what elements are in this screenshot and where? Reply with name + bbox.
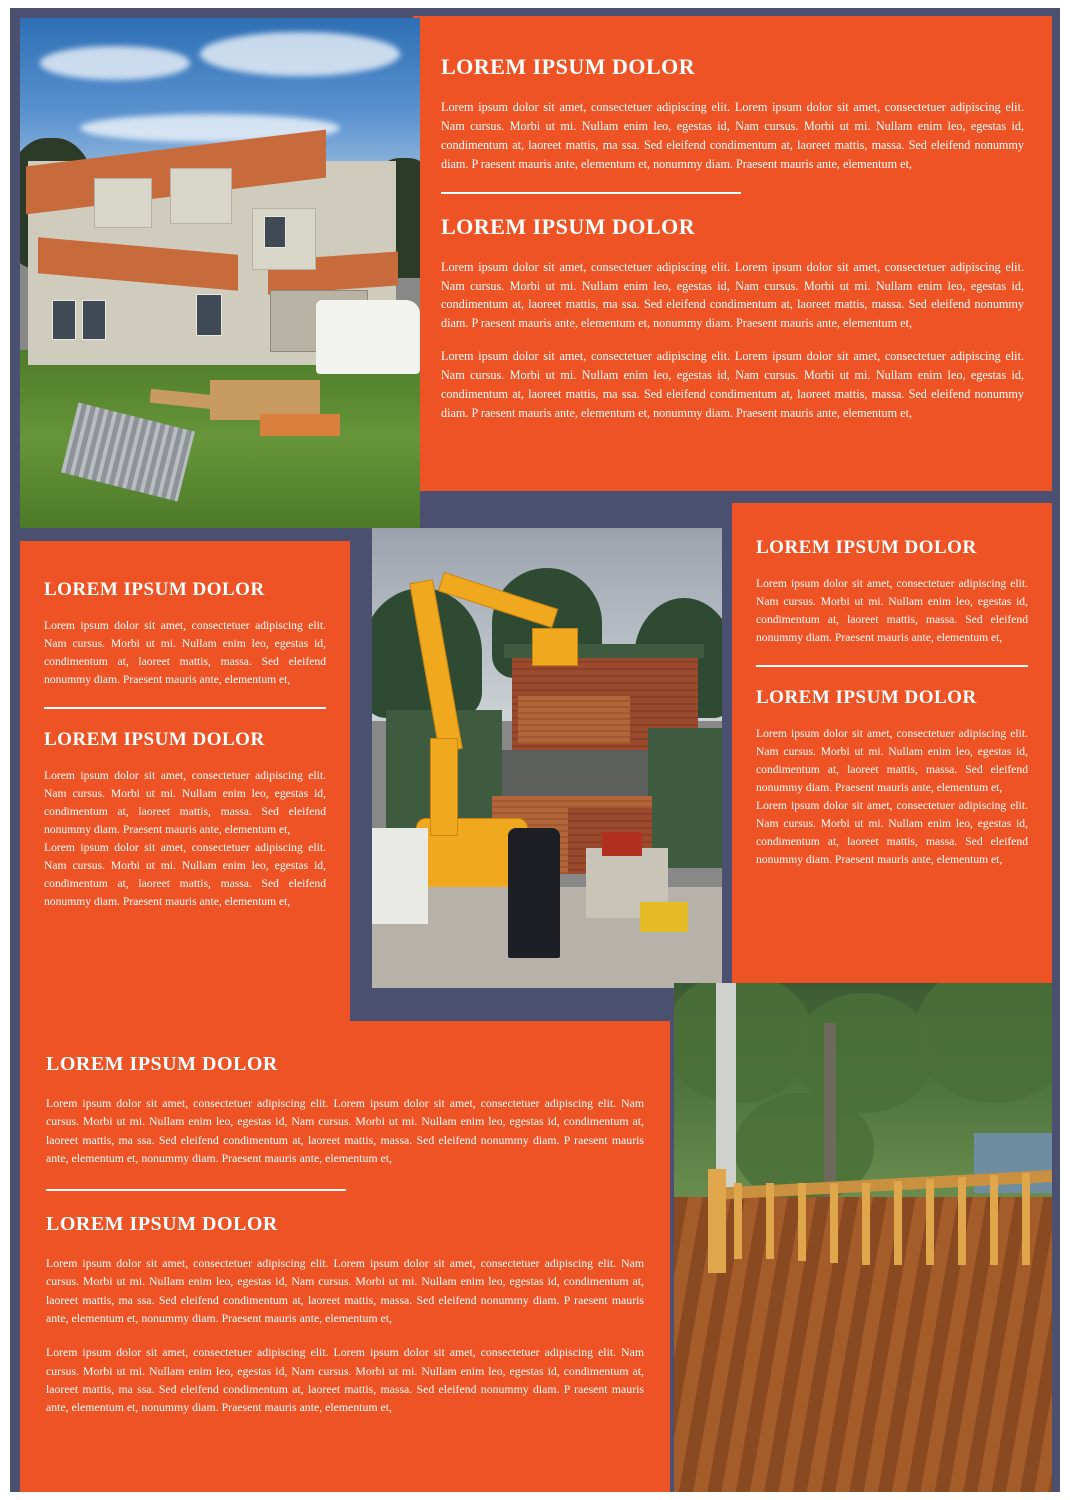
photo2-white-truck — [372, 828, 428, 924]
bottom-left-block1-paragraph-1: Lorem ipsum dolor sit amet, consectetuer adipiscing elit. Lorem ipsum dolor sit amet, consectetuer adipiscing elit. Nam cursus. Morbi ut mi. Nullam enim leo, egestas id, Nam cursus. Morbi ut mi. Nullam enim leo, egestas id, condimentum at, laoreet mattis, ma ssa. Sed eleifend condimentum at, laoreet mattis, massa. Sed eleifend nonummy diam. P raesent mauris ante, elementum et, nonummy diam. Praesent mauris ante, elementum et, — [46, 1096, 644, 1165]
photo1-dormer-1 — [94, 178, 152, 228]
photo3-baluster-2 — [766, 1183, 774, 1259]
middle-left-block1-paragraph-1: Lorem ipsum dolor sit amet, consectetuer adipiscing elit. Nam cursus. Morbi ut mi. Nullam enim leo, egestas id, condimentum at, laoreet mattis, massa. Sed eleifend nonummy diam. Praesent mauris ante, elementum et, — [44, 619, 326, 686]
photo1-work-van — [316, 300, 420, 374]
photo3-baluster-10 — [1022, 1173, 1030, 1265]
photo1-cloud-1 — [40, 46, 190, 80]
photo3-baluster-6 — [894, 1181, 902, 1265]
photo3-corner-post — [708, 1169, 726, 1273]
photo3-baluster-3 — [798, 1183, 806, 1261]
middle-right-block2-heading: LOREM IPSUM DOLOR — [756, 686, 977, 708]
photo1-window-1 — [52, 300, 76, 340]
bottom-left-block2-paragraph-1: Lorem ipsum dolor sit amet, consectetuer adipiscing elit. Lorem ipsum dolor sit amet, consectetuer adipiscing elit. Nam cursus. Morbi ut mi. Nullam enim leo, egestas id, Nam cursus. Morbi ut mi. Nullam enim leo, egestas id, condimentum at, laoreet mattis, ma ssa. Sed eleifend condimentum at, laoreet mattis, massa. Sed eleifend nonummy diam. P raesent mauris ante, elementum et, nonummy diam. Praesent mauris ante, elementum et, — [46, 1256, 644, 1325]
photo2-worker — [508, 828, 560, 958]
divider-top-right — [441, 192, 741, 194]
photo3-baluster-1 — [734, 1183, 742, 1259]
photo1-window-2 — [82, 300, 106, 340]
photo3-baluster-9 — [990, 1175, 998, 1265]
top-right-block2-heading: LOREM IPSUM DOLOR — [441, 213, 696, 239]
photo2-wood-siding — [518, 696, 630, 744]
photo-boom-lift-roof-work — [372, 528, 722, 988]
middle-left-block2-paragraph-2: Lorem ipsum dolor sit amet, consectetuer adipiscing elit. Nam cursus. Morbi ut mi. Nullam enim leo, egestas id, condimentum at, laoreet mattis, massa. Sed eleifend nonummy diam. Praesent mauris ante, elementum et, — [44, 840, 326, 908]
middle-right-block1-paragraph-1: Lorem ipsum dolor sit amet, consectetuer adipiscing elit. Nam cursus. Morbi ut mi. Nullam enim leo, egestas id, condimentum at, laoreet mattis, massa. Sed eleifend nonummy diam. Praesent mauris ante, elementum et, — [756, 577, 1028, 644]
bottom-left-block2-heading: LOREM IPSUM DOLOR — [46, 1213, 278, 1236]
photo3-baluster-8 — [958, 1177, 966, 1265]
photo3-baluster-5 — [862, 1183, 870, 1265]
photo2-yellow-tool — [640, 902, 688, 932]
divider-middle-right — [756, 665, 1028, 667]
photo1-window-3 — [196, 294, 222, 336]
middle-right-block1-heading: LOREM IPSUM DOLOR — [756, 537, 977, 558]
divider-middle-left — [44, 707, 326, 709]
middle-right-block2-paragraph-1: Lorem ipsum dolor sit amet, consectetuer adipiscing elit. Nam cursus. Morbi ut mi. Nullam enim leo, egestas id, condimentum at, laoreet mattis, massa. Sed eleifend nonummy diam. Praesent mauris ante, elementum et, — [756, 726, 1028, 794]
middle-left-block2-paragraph-1: Lorem ipsum dolor sit amet, consectetuer adipiscing elit. Nam cursus. Morbi ut mi. Nullam enim leo, egestas id, condimentum at, laoreet mattis, massa. Sed eleifend nonummy diam. Praesent mauris ante, elementum et, — [44, 768, 326, 836]
photo2-green-wall-right — [648, 728, 722, 868]
top-right-block2-paragraph-1: Lorem ipsum dolor sit amet, consectetuer adipiscing elit. Lorem ipsum dolor sit amet, consectetuer adipiscing elit. Nam cursus. Morbi ut mi. Nullam enim leo, egestas id, Nam cursus. Morbi ut mi. Nullam enim leo, egestas id, condimentum at, laoreet mattis, ma ssa. Sed eleifend condimentum at, laoreet mattis, massa. Sed eleifend nonummy diam. P raesent mauris ante, elementum et, nonummy diam. Praesent mauris ante, elementum et, — [441, 259, 1024, 331]
photo2-boom-mast — [430, 738, 458, 836]
middle-right-block2-paragraph-2: Lorem ipsum dolor sit amet, consectetuer adipiscing elit. Nam cursus. Morbi ut mi. Nullam enim leo, egestas id, condimentum at, laoreet mattis, massa. Sed eleifend nonummy diam. Praesent mauris ante, elementum et, — [756, 798, 1028, 866]
bottom-left-block2-paragraph-2: Lorem ipsum dolor sit amet, consectetuer adipiscing elit. Lorem ipsum dolor sit amet, consectetuer adipiscing elit. Nam cursus. Morbi ut mi. Nullam enim leo, egestas id, Nam cursus. Morbi ut mi. Nullam enim leo, egestas id, condimentum at, laoreet mattis, ma ssa. Sed eleifend condimentum at, laoreet mattis, massa. Sed eleifend nonummy diam. P raesent mauris ante, elementum et, nonummy diam. Praesent mauris ante, elementum et, — [46, 1345, 644, 1415]
poster-canvas — [10, 8, 1060, 1492]
photo2-boom-bucket — [532, 628, 578, 666]
divider-bottom-left — [46, 1189, 346, 1191]
bottom-left-block1-heading: LOREM IPSUM DOLOR — [46, 1053, 278, 1075]
photo-finished-wood-deck — [674, 983, 1052, 1492]
photo3-baluster-7 — [926, 1179, 934, 1265]
middle-left-text-panel — [20, 541, 350, 1021]
middle-right-text-panel — [732, 503, 1052, 983]
top-right-text-panel — [413, 16, 1052, 491]
photo1-cloud-2 — [200, 32, 400, 76]
photo3-baluster-4 — [830, 1183, 838, 1263]
top-right-block2-paragraph-2: Lorem ipsum dolor sit amet, consectetuer adipiscing elit. Lorem ipsum dolor sit amet, consectetuer adipiscing elit. Nam cursus. Morbi ut mi. Nullam enim leo, egestas id, Nam cursus. Morbi ut mi. Nullam enim leo, egestas id, condimentum at, laoreet mattis, ma ssa. Sed eleifend condimentum at, laoreet mattis, massa. Sed eleifend nonummy diam. P raesent mauris ante, elementum et, nonummy diam. Praesent mauris ante, elementum et, — [441, 349, 1024, 420]
bottom-left-text-panel — [20, 1021, 670, 1492]
photo1-debris — [260, 414, 340, 436]
photo-house-under-reroofing — [20, 18, 420, 528]
middle-left-block1-heading: LOREM IPSUM DOLOR — [44, 579, 265, 600]
middle-left-block2-heading: LOREM IPSUM DOLOR — [44, 728, 265, 750]
photo1-dormer-2 — [170, 168, 232, 224]
top-right-block1-paragraph-1: Lorem ipsum dolor sit amet, consectetuer adipiscing elit. Lorem ipsum dolor sit amet, consectetuer adipiscing elit. Nam cursus. Morbi ut mi. Nullam enim leo, egestas id, Nam cursus. Morbi ut mi. Nullam enim leo, egestas id, condimentum at, laoreet mattis, ma ssa. Sed eleifend condimentum at, laoreet mattis, massa. Sed eleifend nonummy diam. P raesent mauris ante, elementum et, nonummy diam. Praesent mauris ante, elementum et, — [441, 100, 1024, 171]
photo2-red-toolbox — [602, 832, 642, 856]
top-right-block1-heading: LOREM IPSUM DOLOR — [441, 54, 696, 79]
photo1-window-4 — [264, 216, 286, 248]
